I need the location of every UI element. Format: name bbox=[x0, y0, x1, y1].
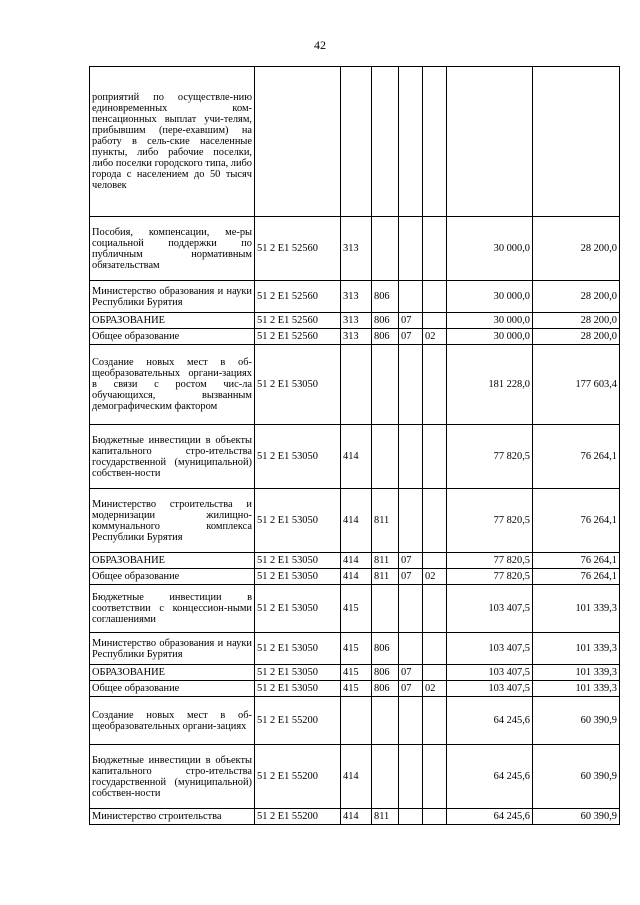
row-ministry-code: 806 bbox=[372, 313, 399, 329]
table-row bbox=[90, 745, 620, 809]
table-row bbox=[90, 217, 620, 281]
row-code: 51 2 E1 53050 bbox=[255, 665, 341, 681]
row-amount-year1: 30 000,0 bbox=[447, 313, 533, 329]
row-amount-year2: 76 264,1 bbox=[533, 489, 620, 553]
row-section bbox=[399, 217, 423, 281]
row-name: Министерство образования и науки Республики Бурятия bbox=[90, 633, 255, 665]
row-code: 51 2 E1 52560 bbox=[255, 281, 341, 313]
row-code: 51 2 E1 53050 bbox=[255, 681, 341, 697]
row-code: 51 2 E1 55200 bbox=[255, 697, 341, 745]
row-subsection bbox=[423, 745, 447, 809]
row-ministry-code bbox=[372, 345, 399, 425]
row-subsection bbox=[423, 67, 447, 217]
row-name: Общее образование bbox=[90, 569, 255, 585]
row-expense-type bbox=[341, 697, 372, 745]
row-subsection: 02 bbox=[423, 329, 447, 345]
row-amount-year2: 177 603,4 bbox=[533, 345, 620, 425]
row-amount-year1: 64 245,6 bbox=[447, 809, 533, 825]
row-amount-year1: 77 820,5 bbox=[447, 425, 533, 489]
row-amount-year1: 103 407,5 bbox=[447, 585, 533, 633]
row-ministry-code: 806 bbox=[372, 329, 399, 345]
row-amount-year2: 76 264,1 bbox=[533, 425, 620, 489]
row-amount-year2 bbox=[533, 67, 620, 217]
row-expense-type: 414 bbox=[341, 489, 372, 553]
row-amount-year2: 28 200,0 bbox=[533, 313, 620, 329]
row-section bbox=[399, 809, 423, 825]
row-subsection bbox=[423, 697, 447, 745]
row-amount-year1: 181 228,0 bbox=[447, 345, 533, 425]
row-section bbox=[399, 745, 423, 809]
row-section bbox=[399, 697, 423, 745]
row-ministry-code: 811 bbox=[372, 569, 399, 585]
row-amount-year1: 77 820,5 bbox=[447, 569, 533, 585]
row-amount-year1: 30 000,0 bbox=[447, 329, 533, 345]
table-row bbox=[90, 569, 620, 585]
row-amount-year1: 30 000,0 bbox=[447, 281, 533, 313]
row-ministry-code: 806 bbox=[372, 281, 399, 313]
row-amount-year2: 101 339,3 bbox=[533, 633, 620, 665]
row-expense-type: 415 bbox=[341, 665, 372, 681]
row-subsection bbox=[423, 425, 447, 489]
row-ministry-code bbox=[372, 585, 399, 633]
table-row bbox=[90, 585, 620, 633]
row-amount-year1: 77 820,5 bbox=[447, 553, 533, 569]
row-code bbox=[255, 67, 341, 217]
row-ministry-code bbox=[372, 217, 399, 281]
row-name: ОБРАЗОВАНИЕ bbox=[90, 665, 255, 681]
row-amount-year1: 64 245,6 bbox=[447, 697, 533, 745]
row-expense-type: 414 bbox=[341, 809, 372, 825]
row-code: 51 2 E1 53050 bbox=[255, 569, 341, 585]
row-section: 07 bbox=[399, 681, 423, 697]
row-subsection bbox=[423, 217, 447, 281]
row-amount-year2: 60 390,9 bbox=[533, 697, 620, 745]
row-code: 51 2 E1 53050 bbox=[255, 345, 341, 425]
row-code: 51 2 E1 55200 bbox=[255, 809, 341, 825]
row-expense-type: 313 bbox=[341, 329, 372, 345]
row-amount-year1: 103 407,5 bbox=[447, 665, 533, 681]
row-amount-year2: 76 264,1 bbox=[533, 553, 620, 569]
row-name: Общее образование bbox=[90, 329, 255, 345]
row-expense-type: 313 bbox=[341, 281, 372, 313]
row-subsection: 02 bbox=[423, 569, 447, 585]
table-row bbox=[90, 681, 620, 697]
row-expense-type: 414 bbox=[341, 569, 372, 585]
row-section bbox=[399, 489, 423, 553]
row-section: 07 bbox=[399, 313, 423, 329]
row-ministry-code bbox=[372, 745, 399, 809]
row-subsection bbox=[423, 313, 447, 329]
row-ministry-code: 806 bbox=[372, 681, 399, 697]
row-subsection bbox=[423, 585, 447, 633]
table-row bbox=[90, 281, 620, 313]
row-section: 07 bbox=[399, 329, 423, 345]
table-row bbox=[90, 633, 620, 665]
row-ministry-code: 806 bbox=[372, 633, 399, 665]
table-row bbox=[90, 345, 620, 425]
row-section bbox=[399, 67, 423, 217]
table-row bbox=[90, 697, 620, 745]
row-subsection bbox=[423, 809, 447, 825]
row-code: 51 2 E1 52560 bbox=[255, 217, 341, 281]
row-expense-type: 415 bbox=[341, 681, 372, 697]
row-amount-year1 bbox=[447, 67, 533, 217]
table-row bbox=[90, 313, 620, 329]
row-section bbox=[399, 425, 423, 489]
row-amount-year2: 28 200,0 bbox=[533, 281, 620, 313]
budget-table bbox=[89, 66, 620, 825]
row-amount-year2: 60 390,9 bbox=[533, 745, 620, 809]
row-name: Создание новых мест в об-щеобразовательных органи-зациях bbox=[90, 697, 255, 745]
row-name: Бюджетные инвестиции в соответствии с концессион-ными соглашениями bbox=[90, 585, 255, 633]
row-amount-year2: 76 264,1 bbox=[533, 569, 620, 585]
row-amount-year1: 64 245,6 bbox=[447, 745, 533, 809]
row-subsection bbox=[423, 345, 447, 425]
table-row bbox=[90, 665, 620, 681]
row-amount-year1: 30 000,0 bbox=[447, 217, 533, 281]
row-subsection: 02 bbox=[423, 681, 447, 697]
row-name: Бюджетные инвестиции в объекты капитального стро-ительства государственной (муниципальной) собствен-ности bbox=[90, 745, 255, 809]
row-expense-type: 415 bbox=[341, 585, 372, 633]
row-name: Министерство образования и науки Республики Бурятия bbox=[90, 281, 255, 313]
row-code: 51 2 E1 52560 bbox=[255, 313, 341, 329]
row-section bbox=[399, 345, 423, 425]
row-section: 07 bbox=[399, 569, 423, 585]
row-code: 51 2 E1 55200 bbox=[255, 745, 341, 809]
row-name: ОБРАЗОВАНИЕ bbox=[90, 553, 255, 569]
row-code: 51 2 E1 53050 bbox=[255, 489, 341, 553]
row-section: 07 bbox=[399, 665, 423, 681]
row-amount-year2: 60 390,9 bbox=[533, 809, 620, 825]
row-name: Министерство строительства bbox=[90, 809, 255, 825]
row-name: Общее образование bbox=[90, 681, 255, 697]
row-expense-type bbox=[341, 345, 372, 425]
row-code: 51 2 E1 53050 bbox=[255, 633, 341, 665]
row-name: Министерство строительства и модернизации жилищно-коммунального комплекса Республики Бурятия bbox=[90, 489, 255, 553]
row-name: ОБРАЗОВАНИЕ bbox=[90, 313, 255, 329]
row-code: 51 2 E1 53050 bbox=[255, 425, 341, 489]
row-subsection bbox=[423, 489, 447, 553]
row-code: 51 2 E1 53050 bbox=[255, 585, 341, 633]
table-row bbox=[90, 329, 620, 345]
row-expense-type: 414 bbox=[341, 745, 372, 809]
row-ministry-code bbox=[372, 425, 399, 489]
row-expense-type bbox=[341, 67, 372, 217]
row-amount-year2: 101 339,3 bbox=[533, 585, 620, 633]
row-section bbox=[399, 281, 423, 313]
table-row bbox=[90, 67, 620, 217]
row-amount-year2: 28 200,0 bbox=[533, 329, 620, 345]
row-code: 51 2 E1 52560 bbox=[255, 329, 341, 345]
row-amount-year1: 77 820,5 bbox=[447, 489, 533, 553]
row-amount-year2: 28 200,0 bbox=[533, 217, 620, 281]
row-subsection bbox=[423, 633, 447, 665]
row-name: Пособия, компенсации, ме-ры социальной поддержки по публичным нормативным обязательствам bbox=[90, 217, 255, 281]
row-amount-year2: 101 339,3 bbox=[533, 665, 620, 681]
row-code: 51 2 E1 53050 bbox=[255, 553, 341, 569]
row-name: Бюджетные инвестиции в объекты капитального стро-ительства государственной (муниципальной) собствен-ности bbox=[90, 425, 255, 489]
row-ministry-code: 811 bbox=[372, 489, 399, 553]
row-ministry-code bbox=[372, 697, 399, 745]
row-amount-year1: 103 407,5 bbox=[447, 681, 533, 697]
row-name: Создание новых мест в об-щеобразовательных органи-зациях в связи с ростом чис-ла обучающихся, вызванным демографическим фактором bbox=[90, 345, 255, 425]
table-row bbox=[90, 809, 620, 825]
row-expense-type: 313 bbox=[341, 313, 372, 329]
row-ministry-code: 811 bbox=[372, 809, 399, 825]
table-row bbox=[90, 553, 620, 569]
row-amount-year1: 103 407,5 bbox=[447, 633, 533, 665]
row-ministry-code: 811 bbox=[372, 553, 399, 569]
row-subsection bbox=[423, 281, 447, 313]
row-expense-type: 313 bbox=[341, 217, 372, 281]
row-section bbox=[399, 585, 423, 633]
row-subsection bbox=[423, 553, 447, 569]
row-expense-type: 414 bbox=[341, 553, 372, 569]
row-expense-type: 415 bbox=[341, 633, 372, 665]
row-ministry-code bbox=[372, 67, 399, 217]
row-ministry-code: 806 bbox=[372, 665, 399, 681]
row-subsection bbox=[423, 665, 447, 681]
row-section bbox=[399, 633, 423, 665]
row-expense-type: 414 bbox=[341, 425, 372, 489]
table-row bbox=[90, 489, 620, 553]
row-section: 07 bbox=[399, 553, 423, 569]
row-name: роприятий по осуществле-нию единовременных ком-пенсационных выплат учи-телям, прибывшим (пере-ехавшим) на работу в сель-ские населенные пункты, либо рабочие поселки, либо поселки городского типа, либо города с населением до 50 тысяч человек bbox=[90, 67, 255, 217]
page-number: 42 bbox=[314, 38, 326, 52]
table-row bbox=[90, 425, 620, 489]
row-amount-year2: 101 339,3 bbox=[533, 681, 620, 697]
